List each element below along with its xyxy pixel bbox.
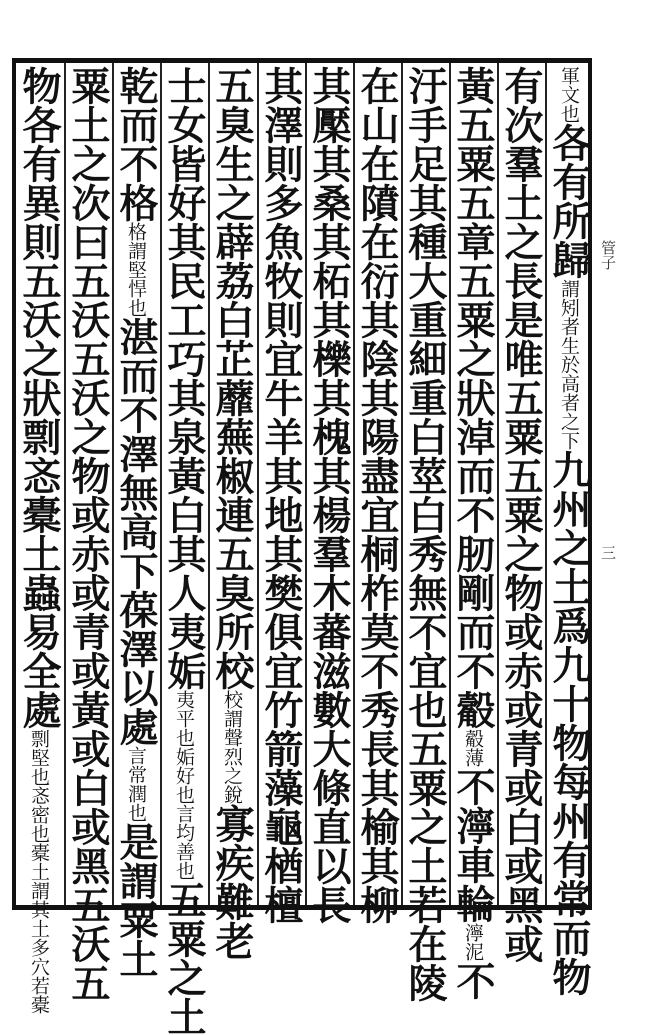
text-column-2	[498, 66, 544, 963]
main-text: 其檿其桑其柘其櫟其槐其楊羣木蕃滋數大條直以長	[306, 66, 352, 924]
text-column-12	[16, 66, 62, 1014]
main-text: 五臭生之薜荔白芷蘼蕪椒連五臭所校	[209, 66, 255, 690]
main-text: 湛而不澤無高下葆澤以處	[113, 317, 159, 746]
main-text: 不濘車輪	[450, 767, 496, 923]
inline-note: 剽堅也忞密也橐土謂其土多穴若橐	[28, 729, 50, 1014]
text-column-11	[65, 66, 111, 1002]
main-text: 寡疾難老	[209, 804, 255, 960]
column-heading-fragment: 軍文	[558, 66, 580, 104]
main-text: 物各有異則五沃之狀剽忞橐土蟲易全處	[16, 66, 62, 729]
inline-note: 也	[558, 104, 580, 123]
main-text: 在山在隫在衍其陰其陽盡宜桐柞莫不秀長其榆其柳	[354, 66, 400, 924]
inline-note: 校謂聲烈之銳	[221, 690, 243, 804]
inline-note: 言常潤也	[125, 746, 147, 822]
text-column-3	[450, 66, 496, 1000]
inline-note: 格謂堅悍也	[125, 222, 147, 317]
inline-note: 夷平也姤好也言均善也	[173, 690, 195, 880]
text-column-5	[354, 66, 400, 924]
text-column-7	[258, 66, 304, 924]
main-text: 乾而不格	[113, 66, 159, 222]
inline-note: 謂矧者生於高者之下	[558, 279, 580, 450]
main-text: 汙手足其種大重細重白莖白秀無不宜也五粟之土若在陵	[402, 66, 448, 1002]
main-text: 有次羣土之長是唯五粟五粟之物或赤或青或白或黑或	[498, 66, 544, 963]
text-column-4	[402, 66, 448, 1002]
main-text: 各有所歸	[546, 123, 592, 279]
inline-note: 觳薄	[462, 729, 484, 767]
main-text: 不	[450, 961, 496, 1000]
text-column-10	[113, 66, 159, 978]
text-column-1	[546, 66, 592, 996]
main-text: 粟土之次曰五沃五沃之物或赤或青或黃或白或黑五沃五	[65, 66, 111, 1002]
text-column-9	[161, 66, 207, 1036]
text-column-6	[306, 66, 352, 924]
margin-page-number: 三	[599, 545, 617, 560]
main-text: 五粟之土	[161, 880, 207, 1036]
inline-note: 濘泥	[462, 923, 484, 961]
main-text: 是謂粟土	[113, 822, 159, 978]
main-text: 黃五粟五章五粟之狀淖而不肕剛而不觳	[450, 66, 496, 729]
margin-title: 管子	[599, 240, 617, 270]
main-text: 九州之土爲九十物每州有常而物	[546, 450, 592, 996]
main-text: 其澤則多魚牧則宜牛羊其地其樊俱宜竹箭藻龜楢檀	[258, 66, 304, 924]
text-column-8	[209, 66, 255, 960]
main-text: 士女皆好其民工巧其泉黃白其人夷姤	[161, 66, 207, 690]
